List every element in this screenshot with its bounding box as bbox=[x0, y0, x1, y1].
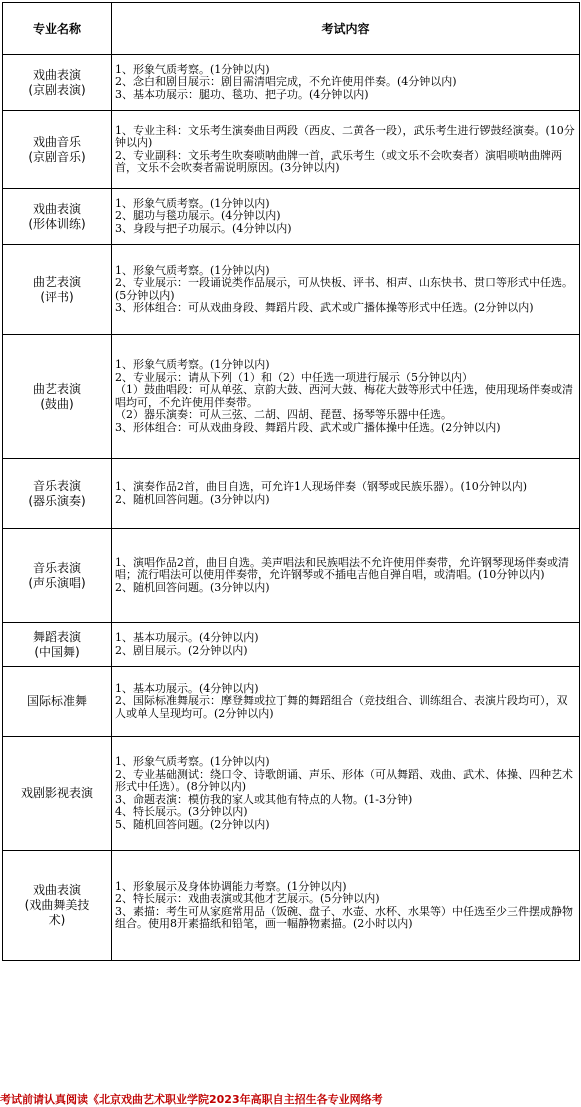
major-name-cell bbox=[3, 55, 112, 111]
major-name-cell bbox=[3, 245, 112, 335]
exam-content-item: 2、剧目展示。(2分钟以内) bbox=[115, 643, 248, 657]
table-row bbox=[3, 529, 580, 623]
table-row bbox=[3, 245, 580, 335]
exam-content-item: 2、专业展示：一段诵说类作品展示，可从快板、评书、相声、山东快书、贯口等形式中任选。(5分钟以内) bbox=[115, 276, 573, 302]
major-name-line: (中国舞) bbox=[34, 644, 80, 659]
major-name-line: 曲艺表演 bbox=[32, 274, 81, 289]
exam-content-cell bbox=[112, 245, 580, 335]
major-name-line: 曲艺表演 bbox=[32, 381, 81, 396]
major-name-line: (声乐演唱) bbox=[28, 575, 86, 590]
exam-content-table bbox=[2, 2, 580, 961]
major-name-line: 戏曲表演 bbox=[32, 201, 81, 216]
major-name-cell bbox=[3, 189, 112, 245]
table-row bbox=[3, 111, 580, 189]
exam-content-cell bbox=[112, 55, 580, 111]
exam-content-item: 2、随机回答问题。(3分钟以内) bbox=[115, 580, 270, 594]
major-name-line: (评书) bbox=[40, 289, 74, 304]
major-name-line: 音乐表演 bbox=[32, 478, 81, 493]
exam-content-item: 3、形体组合：可从戏曲身段、舞蹈片段、武术或广播体操中任选。(2分钟以内) bbox=[115, 420, 501, 434]
table-row bbox=[3, 335, 580, 459]
exam-content-item: 2、专业展示：请从下列（1）和（2）中任选一项进行展示（5分钟以内） bbox=[115, 370, 473, 384]
major-name-line: 戏曲表演 bbox=[32, 67, 81, 82]
exam-content-item: 1、形象展示及身体协调能力考察。(1分钟以内) bbox=[115, 879, 347, 893]
exam-content-cell bbox=[112, 851, 580, 961]
major-name-line: (形体训练) bbox=[28, 216, 86, 231]
major-name-cell bbox=[3, 737, 112, 851]
header-exam-content: 考试内容 bbox=[112, 3, 580, 55]
exam-content-item: 2、国际标准舞展示：摩登舞或拉丁舞的舞蹈组合（竞技组合、训练组合、表演片段均可），双人或单人呈现均可。(2分钟以内) bbox=[115, 694, 568, 720]
exam-content-item: 2、念白和剧目展示：剧目需清唱完成，不允许使用伴奏。(4分钟以内) bbox=[115, 75, 457, 89]
table-row bbox=[3, 55, 580, 111]
major-name-line: 术) bbox=[48, 913, 66, 927]
exam-content-item: （1）鼓曲唱段：可从单弦、京韵大鼓、西河大鼓、梅花大鼓等形式中任选，使用现场伴奏或清唱均可，不允许使用伴奏带。 bbox=[115, 383, 573, 409]
exam-content-item: 3、命题表演：模仿我的家人或其他有特点的人物。(1-3分钟) bbox=[115, 792, 413, 806]
major-name-cell bbox=[3, 111, 112, 189]
exam-content-cell bbox=[112, 623, 580, 667]
major-name-line: (戏曲舞美技 bbox=[24, 898, 90, 912]
table-row bbox=[3, 189, 580, 245]
exam-content-item: 3、素描：考生可从家庭常用品（饭碗、盘子、水壶、水杯、水果等）中任选至少三件摆成静物组合。使用8开素描纸和铅笔，画一幅静物素描。(2小时以内) bbox=[115, 904, 573, 930]
exam-content-item: 1、专业主科：文乐考生演奏曲目两段（西皮、二黄各一段），武乐考生进行锣鼓经演奏。(10分钟以内) bbox=[115, 123, 575, 149]
exam-content-cell bbox=[112, 667, 580, 737]
exam-content-cell bbox=[112, 335, 580, 459]
exam-content-item: 1、基本功展示。(4分钟以内) bbox=[115, 631, 259, 644]
exam-content-item: 4、特长展示。(3分钟以内) bbox=[115, 805, 248, 818]
major-name-line: 舞蹈表演 bbox=[32, 629, 81, 644]
major-name-cell bbox=[3, 667, 112, 737]
major-name-cell bbox=[3, 335, 112, 459]
exam-content-item: （2）器乐演奏：可从三弦、二胡、四胡、琵琶、扬琴等乐器中任选。 bbox=[115, 408, 452, 421]
exam-content-item: 2、专业副科：文乐考生吹奏唢呐曲牌一首，武乐考生（或文乐不会吹奏者）演唱唢呐曲牌两首，文乐不会吹奏者需说明原因。(3分钟以内) bbox=[115, 148, 562, 174]
exam-content-item: 3、形体组合：可从戏曲身段、舞蹈片段、武术或广播体操等形式中任选。(2分钟以内) bbox=[115, 301, 534, 314]
exam-content-item: 1、演奏作品2首，曲目自选，可允许1人现场伴奏（钢琴或民族乐器）。(10分钟以内) bbox=[115, 480, 528, 493]
table-row bbox=[3, 737, 580, 851]
exam-content-item: 1、形象气质考察。(1分钟以内) bbox=[115, 755, 270, 768]
table-header-row bbox=[3, 3, 580, 55]
exam-content-item: 1、形象气质考察。(1分钟以内) bbox=[115, 62, 270, 76]
exam-content-item: 1、形象气质考察。(1分钟以内) bbox=[115, 358, 270, 371]
exam-content-cell bbox=[112, 529, 580, 623]
major-name-cell bbox=[3, 623, 112, 667]
major-name-cell bbox=[3, 851, 112, 961]
major-name-line: 国际标准舞 bbox=[26, 694, 87, 708]
major-name-line: (京剧音乐) bbox=[28, 149, 86, 164]
major-name-line: (器乐演奏) bbox=[28, 493, 86, 508]
major-name-line: (鼓曲) bbox=[40, 396, 74, 411]
major-name-line: 音乐表演 bbox=[32, 560, 81, 575]
exam-content-item: 2、腿功与毯功展示。(4分钟以内) bbox=[115, 209, 281, 223]
table-body bbox=[3, 55, 580, 961]
exam-content-cell bbox=[112, 189, 580, 245]
exam-content-cell bbox=[112, 737, 580, 851]
major-name-line: 戏曲音乐 bbox=[32, 134, 81, 149]
exam-content-item: 2、特长展示：戏曲表演或其他才艺展示。(5分钟以内) bbox=[115, 892, 380, 905]
major-name-cell bbox=[3, 529, 112, 623]
exam-content-cell bbox=[112, 111, 580, 189]
table-row bbox=[3, 851, 580, 961]
table-row bbox=[3, 459, 580, 529]
exam-content-item: 2、专业基础测试：绕口令、诗歌朗诵、声乐、形体（可从舞蹈、戏曲、武术、体操、四种艺术形式中任选）。(8分钟以内) bbox=[115, 767, 573, 793]
major-name-cell bbox=[3, 459, 112, 529]
major-name-line: 戏剧影视表演 bbox=[20, 786, 93, 800]
exam-content-item: 5、随机回答问题。(2分钟以内) bbox=[115, 817, 270, 831]
exam-content-item: 3、基本功展示：腿功、毯功、把子功。(4分钟以内) bbox=[115, 87, 369, 101]
header-major-name: 专业名称 bbox=[3, 3, 112, 55]
exam-content-item: 3、身段与把子功展示。(4分钟以内) bbox=[115, 221, 292, 235]
exam-content-item: 2、随机回答问题。(3分钟以内) bbox=[115, 492, 270, 506]
table-row bbox=[3, 623, 580, 667]
table-row bbox=[3, 667, 580, 737]
exam-content-cell bbox=[112, 459, 580, 529]
exam-content-item: 1、形象气质考察。(1分钟以内) bbox=[115, 196, 270, 210]
major-name-line: (京剧表演) bbox=[28, 82, 86, 97]
exam-content-item: 1、基本功展示。(4分钟以内) bbox=[115, 681, 259, 695]
exam-content-item: 1、形象气质考察。(1分钟以内) bbox=[115, 263, 270, 277]
major-name-line: 戏曲表演 bbox=[32, 883, 81, 897]
exam-content-item: 1、演唱作品2首，曲目自选。美声唱法和民族唱法不允许使用伴奏带，允许钢琴现场伴奏或清唱；流行唱法可以使用伴奏带，允许钢琴或不插电吉他自弹自唱，或清唱。(10分钟以内) bbox=[115, 555, 569, 582]
footer-notice: 考试前请认真阅读《北京戏曲艺术职业学院2023年高职自主招生各专业网络考 bbox=[0, 1093, 383, 1106]
